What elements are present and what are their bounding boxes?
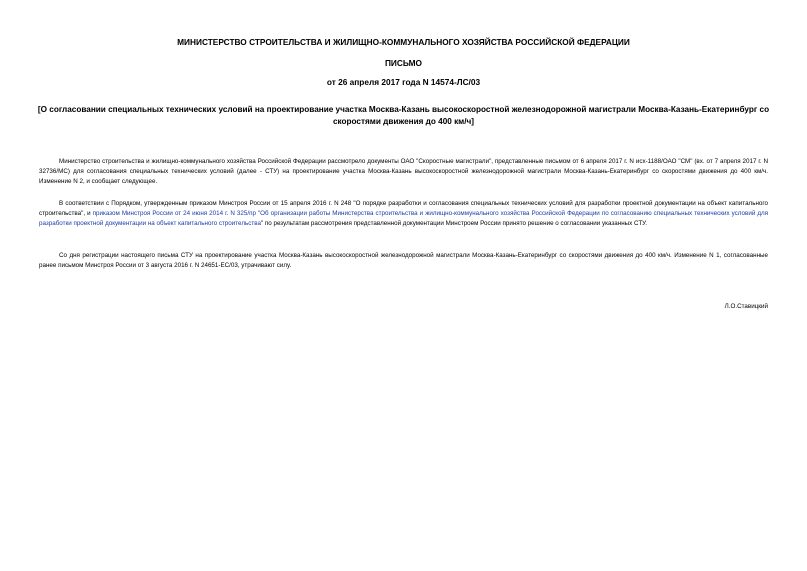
ministry-heading: МИНИСТЕРСТВО СТРОИТЕЛЬСТВА И ЖИЛИЩНО-КОММУНАЛЬНОГО ХОЗЯЙСТВА РОССИЙСКОЙ ФЕДЕРАЦИИ	[177, 37, 630, 47]
document-type-heading: ПИСЬМО	[384, 58, 423, 68]
paragraph-2-text-end: " по результатам рассмотрения представленной документации Минстроем России принято решение о согласовании указанных СТУ.	[260, 220, 648, 227]
document-date-number: от 26 апреля 2017 года N 14574-ЛС/03	[326, 77, 481, 87]
paragraph-3: Со дня регистрации настоящего письма СТУ на проектирование участка Москва-Казань высокоскоростной железнодорожной магистрали Москва-Казань-Екатеринбург со скоростями движения до 400 км/ч. Изменение N 1, согласованные ранее письмом Минстроя России от 3 августа 2016 г. N 24651-ЕС/03, утрачивают силу.	[39, 252, 768, 269]
signature: Л.О.Ставицкий	[724, 303, 768, 310]
paragraph-2-text-start: В соответствии с Порядком, утвержденным приказом Минстроя России от 15 апреля 2016 г. N 248 "О порядке разработки и согласования специальных технических условий для разработки проектной документации на объект капитального строительства", и	[39, 200, 768, 217]
document-subject: [О согласовании специальных технических условий на проектирование участка Москва-Казань высокоскоростной железнодорожной магистрали Москва-Казань-Екатеринбург со скоростями движения до 400 км/ч]	[37, 105, 770, 126]
order-325-link[interactable]: приказом Минстроя России от 24 июня 2014 г. N 325/пр "Об организации работы Министерства строительства и жилищно-коммунального хозяйства Российской Федерации по согласованию специальных технических условий для разработки проектной документации на объект капитального строительства	[39, 210, 769, 227]
paragraph-2	[39, 199, 768, 229]
paragraph-1: Министерство строительства и жилищно-коммунального хозяйства Российской Федерации рассмотрело документы ОАО "Скоростные магистрали", представленные письмом от 6 апреля 2017 г. N исх-1188/ОАО "СМ" (вх. от 7 апреля 2017 г. N 32736/МС) для согласования специальных технических условий (далее - СТУ) на проектирование участка Москва-Казань высокоскоростной железнодорожной магистрали Москва-Казань-Екатеринбург со скоростями движения до 400 км/ч. Изменение N 2, и сообщает следующее.	[39, 158, 768, 185]
